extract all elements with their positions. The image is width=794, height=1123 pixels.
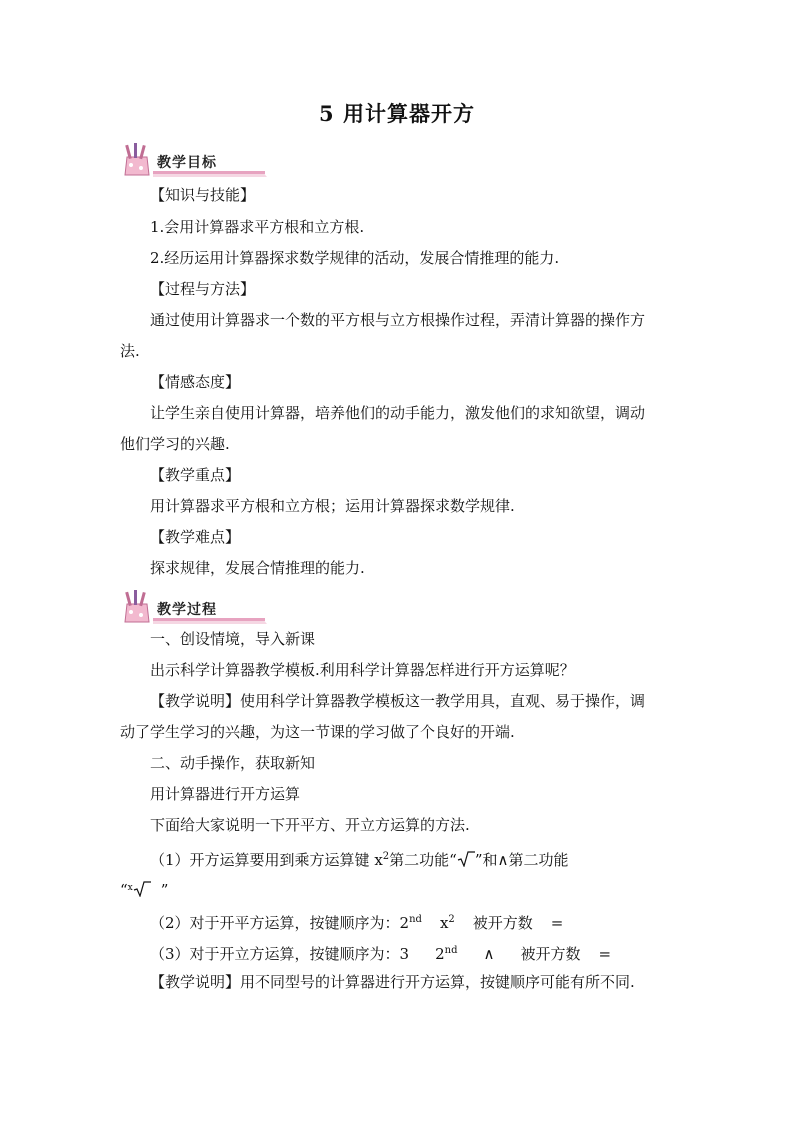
key-equals: = [598, 945, 612, 963]
note-text: 用不同型号的计算器进行开方运算，按键顺序可能有所不同. [240, 973, 635, 991]
text-line: 【过程与方法】 [150, 280, 256, 298]
square-root-icon [457, 851, 475, 867]
superscript: 2 [382, 851, 390, 862]
key-radicand: 被开方数 [520, 945, 581, 963]
step-1-line-2 [120, 879, 168, 899]
text-line: 1.会用计算器求平方根和立方根. [150, 218, 365, 236]
section-banner-process [117, 588, 267, 628]
key-power: ∧ [483, 945, 495, 963]
step-text: （3）对于开立方运算，按键顺序为： [150, 945, 400, 963]
text-line: 用计算器求平方根和立方根；运用计算器探求数学规律. [150, 497, 515, 515]
section-title: 教学目标 [157, 155, 217, 171]
root-index: x [127, 883, 133, 893]
cube-root-icon [133, 881, 151, 897]
step-text: （2）对于开平方运算，按键顺序为： [150, 914, 400, 932]
text-line: 法. [120, 342, 140, 360]
text-line: 【知识与技能】 [150, 186, 256, 204]
text-line: 【教学难点】 [150, 528, 241, 546]
text-line: 2.经历运用计算器探求数学规律的活动，发展合情推理的能力. [150, 249, 560, 267]
text-line: 动了学生学习的兴趣，为这一节课的学习做了个良好的开端. [120, 723, 515, 741]
page-title: 5 用计算器开方 [319, 101, 475, 126]
final-note [150, 973, 635, 991]
text-line: 用计算器进行开方运算 [150, 785, 301, 803]
step-3-line [150, 942, 611, 963]
step-text: ” [160, 881, 169, 899]
text-line: 二、动手操作，获取新知 [150, 754, 316, 772]
key-x-squared: $x^2$ [439, 914, 455, 932]
text-line: 【情感态度】 [150, 373, 241, 391]
key-3: 3 [399, 945, 410, 963]
text-line: 让学生亲自使用计算器，培养他们的动手能力，激发他们的求知欲望，调动 [150, 404, 646, 422]
section-title: 教学过程 [157, 602, 217, 618]
step-text: “ [120, 881, 128, 899]
key-2nd: 2nd [435, 945, 458, 963]
key-radicand: 被开方数 [472, 914, 533, 932]
step-1-line [150, 848, 568, 869]
key-2nd: 2nd [399, 914, 422, 932]
text-line: 探求规律，发展合情推理的能力. [150, 559, 365, 577]
text-line: 下面给大家说明一下开平方、开立方运算的方法. [150, 816, 470, 834]
text-line: 出示科学计算器教学模板.利用科学计算器怎样进行开方运算呢？ [150, 661, 575, 679]
step-text: ”和∧第二功能 [474, 851, 569, 869]
text-line: 他们学习的兴趣. [120, 435, 230, 453]
key-equals: = [550, 914, 564, 932]
text-line: 【教学重点】 [150, 466, 241, 484]
section-banner-objectives [117, 141, 267, 181]
note-label: 【教学说明】 [150, 973, 241, 991]
step-text: 第二功能“ [389, 851, 457, 869]
step-text: （1）开方运算要用到乘方运算键 x [150, 851, 383, 869]
text-line: 通过使用计算器求一个数的平方根与立方根操作过程，弄清计算器的操作方 [150, 311, 646, 329]
step-2-line [150, 911, 563, 932]
text-line: 一、创设情境，导入新课 [150, 630, 316, 648]
text-line: 【教学说明】使用科学计算器教学模板这一教学用具，直观、易于操作，调 [150, 692, 646, 710]
